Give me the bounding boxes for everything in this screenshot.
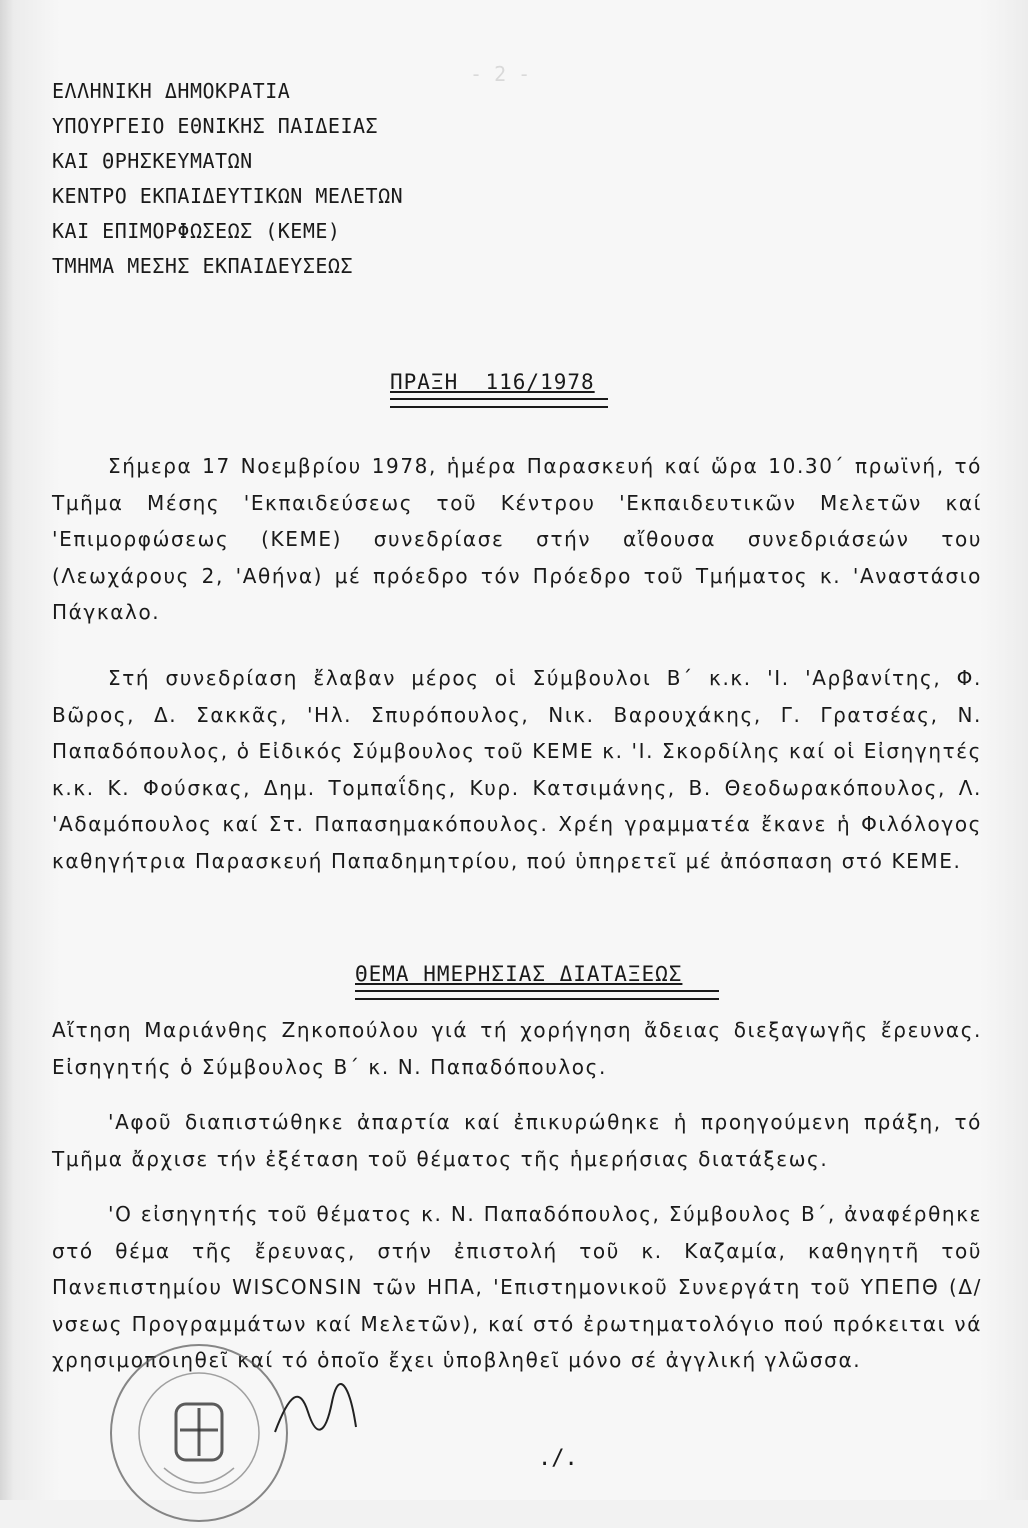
agenda-double-rule bbox=[355, 990, 719, 1000]
letterhead-line: ΚΑΙ ΕΠΙΜΟΡΦΩΣΕΩΣ (ΚΕΜΕ) bbox=[52, 219, 341, 243]
signature-icon bbox=[270, 1382, 360, 1442]
paragraph-attendees: Στή συνεδρίαση ἔλαβαν μέρος οἱ Σύμβουλοι Β΄ κ.κ. 'Ι. 'Αρβανίτης, Φ. Βῶρος, Δ. Σακκᾶς, 'Ηλ. Σπυρόπουλος, Νικ. Βαρουχάκης, Γ. Γρατσέας, Ν. Παπαδόπουλος, ὁ Εἰδικός Σύμβουλος τοῦ ΚΕΜΕ κ. 'Ι. Σκορδίλης καί οἱ Εἰσηγητές κ.κ. Κ. Φούσκας, Δημ. Τομπαΐδης, Κυρ. Κατσιμάνης, Β. Θεοδωρακόπουλος, Λ. 'Αδαμόπουλος καί Στ. Παπασημακόπουλος. Χρέη γραμματέα ἔκανε ἡ Φιλόλογος καθηγήτρια Παρασκευή Παπαδημητρίου, πού ὑπηρετεῖ μέ ἀπόσπαση στό ΚΕΜΕ. bbox=[52, 666, 982, 873]
letterhead-line: ΤΜΗΜΑ ΜΕΣΗΣ ΕΚΠΑΙΔΕΥΣΕΩΣ bbox=[52, 254, 353, 278]
bleed-through-page-number: - 2 - bbox=[470, 62, 531, 86]
paragraph-rapporteur: 'Ο εἰσηγητής τοῦ θέματος κ. Ν. Παπαδόπουλος, Σύμβουλος Β΄, ἀναφέρθηκε στό θέμα τῆς ἔρευνας, στήν ἐπιστολή τοῦ κ. Καζαμία, καθηγητῆ τοῦ Πανεπιστημίου WISCONSIN τῶν ΗΠΑ, 'Επιστημονικοῦ Συνεργάτη τοῦ ΥΠΕΠΘ (Δ/νσεως Προγραμμάτων καί Μελετῶν), καί στό ἐρωτηματολόγιο πού πρόκειται νά χρησιμοποιηθεῖ καί τό ὁποῖο ἔχει ὑποβληθεῖ μόνο σέ ἀγγλική γλῶσσα. bbox=[52, 1202, 982, 1372]
letterhead-line: ΥΠΟΥΡΓΕΙΟ ΕΘΝΙΚΗΣ ΠΑΙΔΕΙΑΣ bbox=[52, 114, 379, 138]
agenda-title: ΘΕΜΑ ΗΜΕΡΗΣΙΑΣ ΔΙΑΤΑΞΕΩΣ bbox=[355, 962, 683, 986]
letterhead-line: ΚΑΙ ΘΡΗΣΚΕΥΜΑΤΩΝ bbox=[52, 149, 253, 173]
act-title: ΠΡΑΞΗ 116/1978 bbox=[390, 370, 595, 394]
letterhead-line: ΚΕΝΤΡΟ ΕΚΠΑΙΔΕΥΤΙΚΩΝ ΜΕΛΕΤΩΝ bbox=[52, 184, 404, 208]
paragraph-meeting-details: Σήμερα 17 Νοεμβρίου 1978, ἡμέρα Παρασκευή καί ὥρα 10.30΄ πρωϊνή, τό Τμῆμα Μέσης 'Εκπαιδεύσεως τοῦ Κέντρου 'Εκπαιδευτικῶν Μελετῶν καί 'Επιμορφώσεως (ΚΕΜΕ) συνεδρίασε στήν αἴθουσα συνεδριάσεών του (Λεωχάρους 2, 'Αθήνα) μέ πρόεδρο τόν Πρόεδρο τοῦ Τμήματος κ. 'Αναστάσιο Πάγκαλο. bbox=[52, 454, 982, 624]
paragraph-agenda-item: Αἴτηση Μαριάνθης Ζηκοπούλου γιά τή χορήγηση ἄδειας διεξαγωγῆς ἔρευνας. Εἰσηγητής ὁ Σύμβουλος Β΄ κ. Ν. Παπαδόπουλος. bbox=[52, 1018, 982, 1079]
title-double-rule bbox=[390, 398, 608, 408]
letterhead bbox=[52, 74, 403, 284]
paragraph-quorum: 'Αφοῦ διαπιστώθηκε ἀπαρτία καί ἐπικυρώθηκε ἡ προηγούμενη πράξη, τό Τμῆμα ἄρχισε τήν ἐξέταση τοῦ θέματος τῆς ἡμερήσιας διατάξεως. bbox=[52, 1110, 982, 1171]
letterhead-line: ΕΛΛΗΝΙΚΗ ΔΗΜΟΚΡΑΤΙΑ bbox=[52, 79, 291, 103]
page-continuation-mark: ./. bbox=[538, 1446, 578, 1471]
